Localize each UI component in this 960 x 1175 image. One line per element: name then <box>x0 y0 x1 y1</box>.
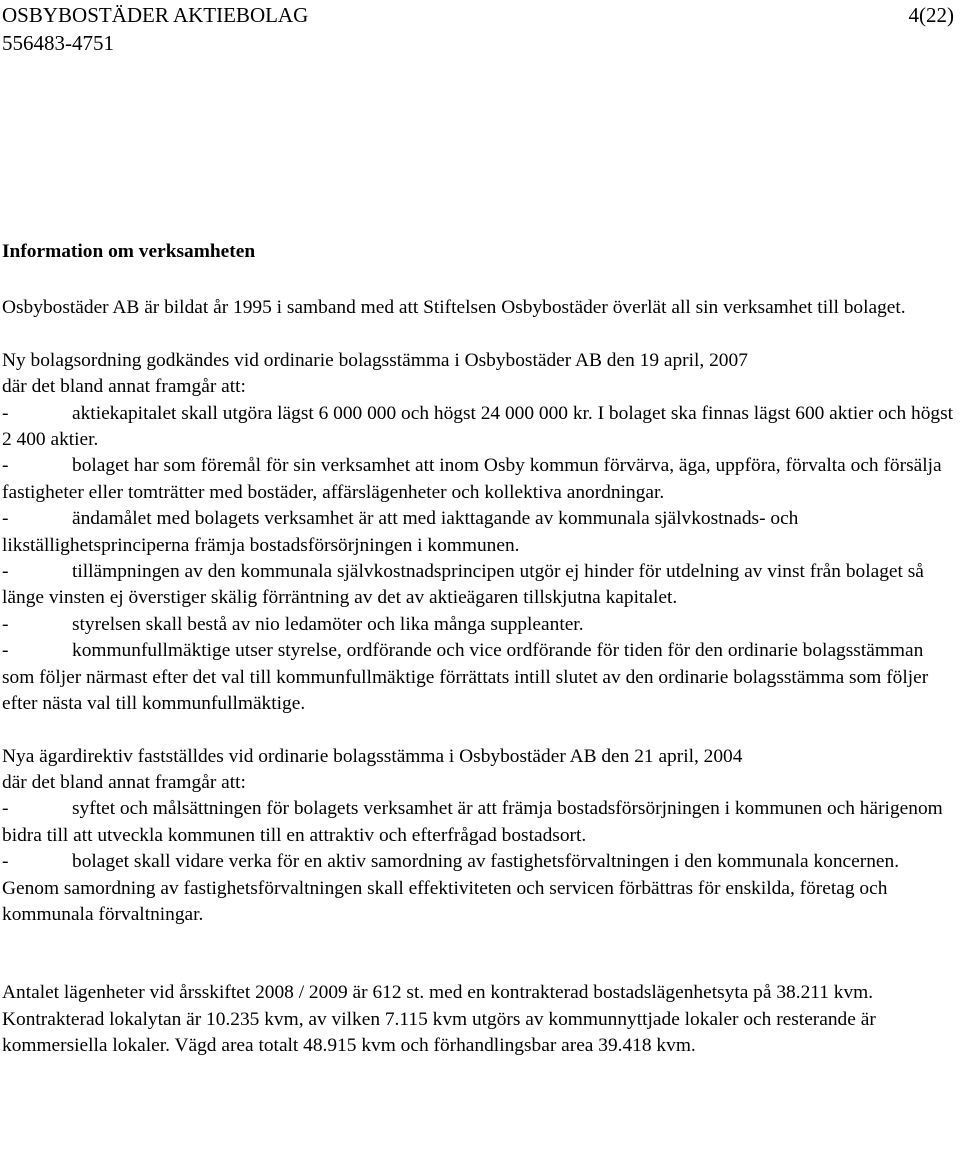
bullet-dash: - <box>2 402 9 424</box>
list-item <box>2 401 958 454</box>
bolagsordning-section <box>2 348 958 718</box>
agardirektiv-lead-line2: där det bland annat framgår att: <box>2 771 246 793</box>
bullet-dash: - <box>2 455 9 477</box>
bullet-dash: - <box>2 508 9 530</box>
bolagsordning-lead-line2: där det bland annat framgår att: <box>2 376 246 398</box>
list-item <box>2 849 958 928</box>
list-item-text: tillämpningen av den kommunala självkostnadsprincipen utgör ej hinder för utdelning av vinst från bolaget så länge vinsten ej överstiger skälig förräntning av det av aktieägaren tillskjutna kapitalet. <box>2 561 924 609</box>
list-item-text: styrelsen skall bestå av nio ledamöter och lika många suppleanter. <box>72 613 584 635</box>
list-item <box>2 796 958 849</box>
bullet-dash: - <box>2 561 9 583</box>
summary-paragraph: Antalet lägenheter vid årsskiftet 2008 / 2009 är 612 st. med en kontrakterad bostadslägenhetsyta på 38.211 kvm. Kontrakterad lokalytan är 10.235 kvm, av vilken 7.115 kvm utgörs av kommunnyttjade lokaler och resterande är kommersiella lokaler. Vägd area totalt 48.915 kvm och förhandlingsbar area 39.418 kvm. <box>2 982 876 1057</box>
list-item-text: syftet och målsättningen för bolagets verksamhet är att främja bostadsförsörjningen i kommunen och härigenom bidra till att utveckla kommunen till en attraktiv och efterfrågad bostadsort. <box>2 798 943 846</box>
list-item-text: bolaget skall vidare verka för en aktiv samordning av fastighetsförvaltningen i den kommunala koncernen. Genom samordning av fastighetsförvaltningen skall effektiviteten och servicen förbättras för enskilda, företag och kommunala förvaltningar. <box>2 851 900 925</box>
list-item-text: ändamålet med bolagets verksamhet är att med iakttagande av kommunala självkostnads- och likställighetsprinciperna främja bostadsförsörjningen i kommunen. <box>2 508 799 556</box>
agardirektiv-lead-line1: Nya ägardirektiv fastställdes vid ordinarie bolagsstämma i Osbybostäder AB den 21 april, 2004 <box>2 745 743 767</box>
agardirektiv-section <box>2 744 958 929</box>
document-body <box>2 239 958 1060</box>
list-item <box>2 453 958 506</box>
page-number: 4(22) <box>908 3 954 27</box>
bullet-dash: - <box>2 613 9 635</box>
list-item <box>2 638 958 717</box>
org-number: 556483-4751 <box>2 31 114 55</box>
bolagsordning-lead-line1: Ny bolagsordning godkändes vid ordinarie bolagsstämma i Osbybostäder AB den 19 april, 2007 <box>2 349 748 371</box>
list-item <box>2 612 958 638</box>
bullet-dash: - <box>2 640 9 662</box>
intro-paragraph: Osbybostäder AB är bildat år 1995 i samband med att Stiftelsen Osbybostäder överlät all sin verksamhet till bolaget. <box>2 297 906 319</box>
bullet-dash: - <box>2 851 9 873</box>
company-name: OSBYBOSTÄDER AKTIEBOLAG <box>2 3 309 27</box>
list-item-text: bolaget har som föremål för sin verksamhet att inom Osby kommun förvärva, äga, uppföra, förvalta och försälja fastigheter eller tomträtter med bostäder, affärslägenheter och kollektiva anordningar. <box>2 455 942 503</box>
list-item <box>2 506 958 559</box>
bullet-dash: - <box>2 798 9 820</box>
list-item-text: kommunfullmäktige utser styrelse, ordförande och vice ordförande för tiden för den ordinarie bolagsstämman som följer närmast efter det val till kommunfullmäktige förrättats intill slutet av den ordinarie bolagsstämma som följer efter nästa val till kommunfullmäktige. <box>2 640 929 715</box>
list-item <box>2 559 958 612</box>
section-heading: Information om verksamheten <box>2 241 256 262</box>
list-item-text: aktiekapitalet skall utgöra lägst 6 000 000 och högst 24 000 000 kr. I bolaget ska finnas lägst 600 aktier och högst 2 400 aktier. <box>2 402 954 451</box>
